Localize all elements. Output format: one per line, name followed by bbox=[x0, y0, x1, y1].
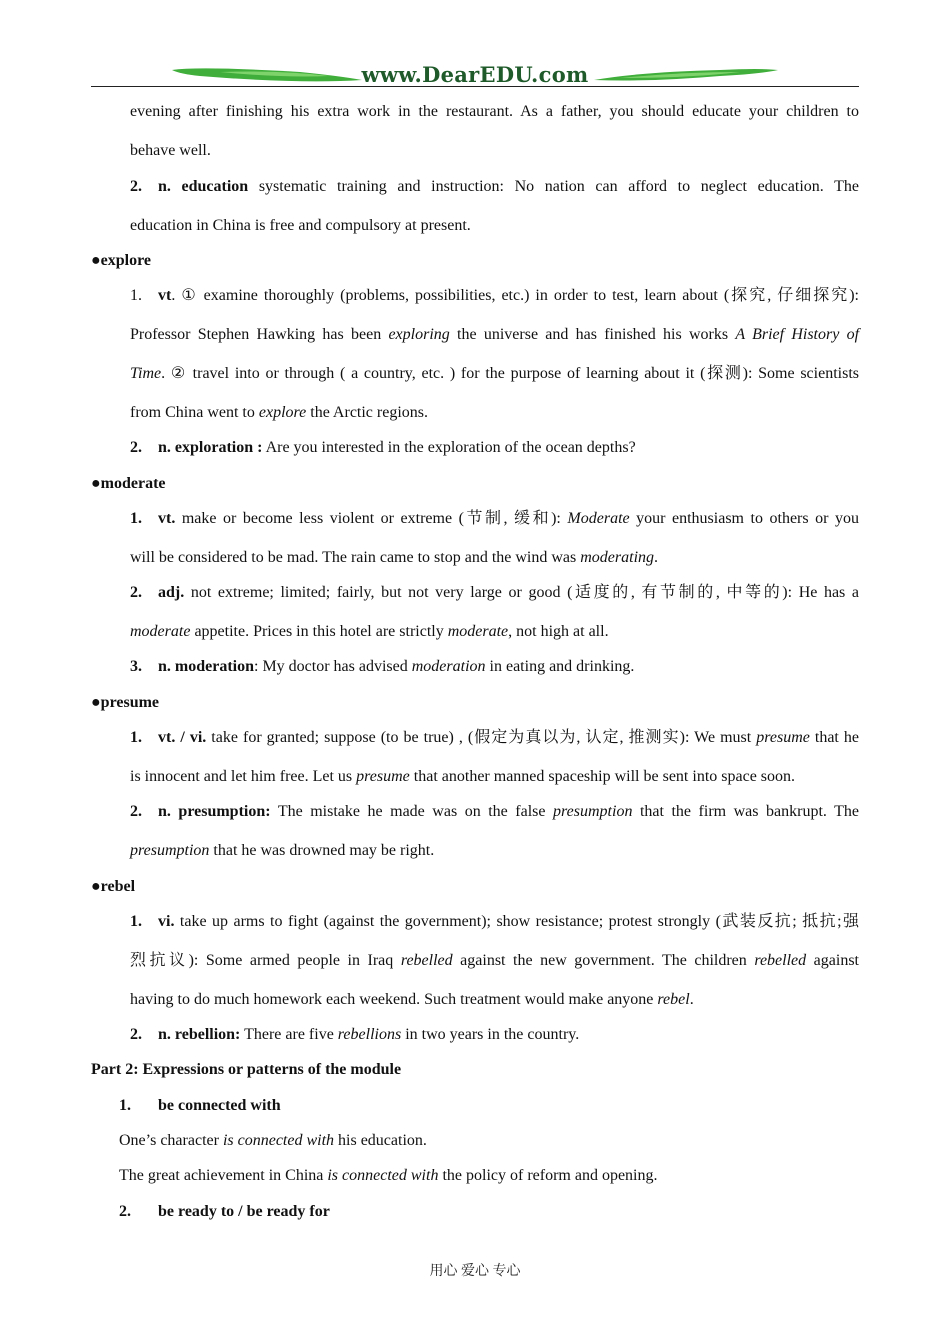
site-logo: www.DearEDU.com bbox=[361, 62, 589, 87]
text-line: behave well. bbox=[130, 142, 211, 159]
word-heading-presume: ●presume bbox=[91, 694, 160, 711]
definition-line: 2. n. exploration : Are you interested in the exploration of the ocean depths? bbox=[130, 439, 636, 456]
definition-line: 1. vt. ① examine thoroughly (problems, possibilities, etc.) in order to test, learn about (探究, 仔细探究): bbox=[130, 287, 859, 304]
expression-heading: 1. be connected with bbox=[119, 1097, 281, 1114]
definition-line: 1. vt. / vi. take for granted; suppose (to be true) , (假定为真以为, 认定, 推测实): We must presume that he bbox=[130, 729, 860, 746]
word-heading-explore: ●explore bbox=[91, 252, 152, 269]
definition-line: 1. vi. take up arms to fight (against the government); show resistance; protest strongly (武装反抗; 抵抗;强 bbox=[130, 913, 859, 930]
text-line: education in China is free and compulsory at present. bbox=[130, 217, 471, 234]
text-line: presumption that he was drowned may be right. bbox=[130, 842, 435, 859]
text-line: evening after finishing his extra work in the restaurant. As a father, you should educate your children to bbox=[130, 103, 859, 120]
example-sentence: The great achievement in China is connected with the policy of reform and opening. bbox=[119, 1167, 658, 1184]
example-sentence: One’s character is connected with his education. bbox=[119, 1132, 427, 1149]
text-line: 烈抗议): Some armed people in Iraq rebelled against the new government. The children rebelled against bbox=[130, 952, 859, 969]
word-heading-moderate: ●moderate bbox=[91, 475, 166, 492]
page-header bbox=[0, 0, 950, 92]
definition-line: 2. n. education systematic training and instruction: No nation can afford to neglect education. The bbox=[130, 178, 859, 195]
page-footer: 用心 爱心 专心 bbox=[429, 1264, 521, 1279]
expression-heading: 2. be ready to / be ready for bbox=[119, 1203, 330, 1220]
definition-line: 3. n. moderation: My doctor has advised moderation in eating and drinking. bbox=[130, 658, 635, 675]
definition-line: 2. n. presumption: The mistake he made was on the false presumption that the firm was bankrupt. The bbox=[130, 803, 860, 820]
word-heading-rebel: ●rebel bbox=[91, 878, 136, 895]
definition-line: 2. n. rebellion: There are five rebellions in two years in the country. bbox=[130, 1026, 580, 1043]
definition-line: 1. vt. make or become less violent or extreme (节制, 缓和): Moderate your enthusiasm to others or you bbox=[130, 510, 859, 527]
section-heading: Part 2: Expressions or patterns of the module bbox=[91, 1061, 402, 1078]
text-line: Time. ② travel into or through ( a country, etc. ) for the purpose of learning about it (探测): Some scientists bbox=[130, 365, 859, 382]
text-line: moderate appetite. Prices in this hotel are strictly moderate, not high at all. bbox=[130, 623, 609, 640]
definition-line: 2. adj. not extreme; limited; fairly, but not very large or good (适度的, 有节制的, 中等的): He has a bbox=[130, 584, 859, 601]
text-line: will be considered to be mad. The rain came to stop and the wind was moderating. bbox=[130, 549, 659, 566]
header-rule bbox=[91, 86, 859, 87]
text-line: having to do much homework each weekend. Such treatment would make anyone rebel. bbox=[130, 991, 694, 1008]
text-line: Professor Stephen Hawking has been exploring the universe and has finished his works A Brief History of bbox=[130, 326, 860, 343]
text-line: is innocent and let him free. Let us presume that another manned spaceship will be sent into space soon. bbox=[130, 768, 796, 785]
text-line: from China went to explore the Arctic regions. bbox=[130, 404, 429, 421]
